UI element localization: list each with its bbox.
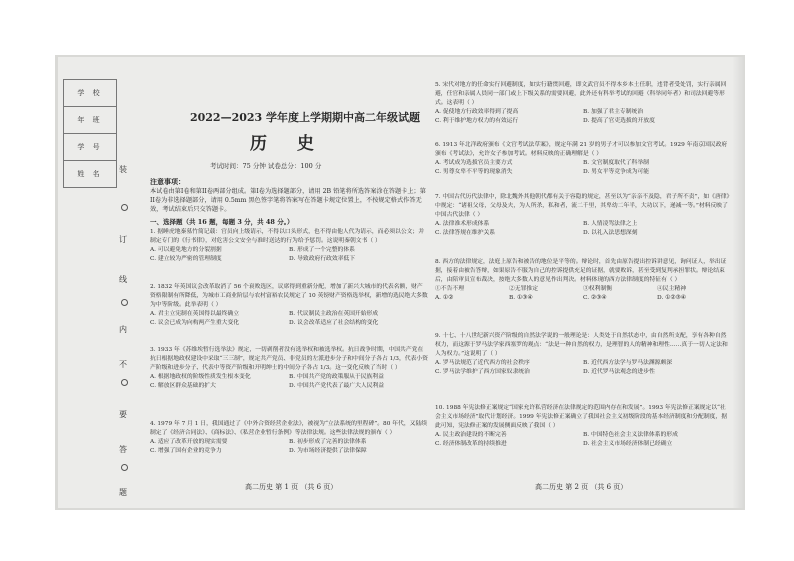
student-info-table: [63, 79, 117, 188]
question-option: C. 男尊女卑不平等的现象消失: [435, 168, 513, 175]
question-option: D. 社会主义市场经济体制已经确立: [583, 440, 673, 447]
binding-char: 不: [119, 360, 127, 369]
page-2-column: [435, 57, 735, 508]
question-option: A. 民主政治建设的不断完善: [435, 431, 507, 438]
question-option: C. 解放区群众基础的扩大: [150, 382, 216, 389]
page-footer-left: 高二历史 第 1 页 （共 6 页）: [245, 483, 338, 491]
question-option: B. 人情凌驾法律之上: [583, 220, 638, 227]
question-option: B. ①③④: [509, 294, 533, 301]
question-5: [435, 81, 731, 126]
question-6: [435, 141, 731, 177]
question-option: D. 议会改革适应了社会结构的变化: [289, 319, 379, 326]
question-option: D. 男女平等竞争成为可能: [583, 168, 650, 175]
info-label-school: 学 校: [64, 80, 116, 107]
question-option: A. ①②: [435, 294, 454, 301]
question-option: D. 为市场经济提供了法律保障: [289, 447, 367, 454]
binding-char: 装: [119, 165, 127, 174]
question-option: ④民主精神: [657, 285, 686, 292]
question-option: A. 促使地方行政效率得到了提高: [435, 108, 519, 115]
question-option: D. 中国共产党代表了最广大人民利益: [289, 382, 385, 389]
page-1-column: [150, 57, 430, 508]
question-option: D. 以礼入法思想深刻: [583, 229, 638, 236]
question-stem: 5. 宋代对地方的任命实行回避制度，如实行籍贯回避，即文武官员不得本乡本土任职，违背者受处罚，实行亲属回避，任官和亲属人員同一部门或上下级关系的需要回避，此外还有科举考试的回避（科举同年者）和司法回避等形式。这表明（ ）: [435, 82, 727, 106]
question-option: A. 根据地政权的阶级性质发生根本变化: [150, 373, 251, 380]
binding-char: 订: [119, 235, 127, 244]
question-option: B. 中国特色社会主义法律体系的形成: [583, 431, 678, 438]
question-option: B. 加强了君主专制统治: [583, 108, 644, 115]
question-option: D. 提高了官吏选拔的开放度: [583, 117, 655, 124]
question-option: C. 法律答规在维护关系: [435, 229, 496, 236]
question-option: B. 文官制度取代了科举制: [583, 159, 649, 166]
question-stem: 3. 1933 年《苏维埃暂行选举法》规定，一切剥削者没有选举权和被选举权。抗日战争时期，中国共产党在抗日根据地政权建设中采取“三三制”，规定共产党员、非党员的左派进步分子和中间分子各占 1/3，代表小资产阶级和进步分子、代表中等资产阶级和开明绅士的中间分子各占 1/3。这一变化反映了当时（ ）: [150, 347, 428, 371]
question-option: B. 形成了一个完整的体系: [289, 246, 355, 253]
question-option: B. 近代西方法学与罗马法渊源颇深: [583, 359, 673, 366]
question-stem: 8. 西方的法律规定，法庭上原告和被告的地位是平等的。辩论时，首先由原告提出控诉讲意见，询问证人，举出证据，接着由被告答辩，如果原告不服为自己的控诉提供充足的证据，就要败诉，甚至受到复判承担罪状。辩论结束后，由陪审员宣布裁决，按绝大多数人的意见作出判决。材料体现的西方法律制度的特征有（ ）: [435, 259, 727, 283]
question-stem: 1. 据睡虎地秦墓竹简记载：官员向上级请示，不得以口头形式，也不得由他人代为请示，而必须以公文；并制定专门的《行书律》，对危害公文安全与准时送达的行为给予惩罚。这说明秦朝文书（ ）: [150, 229, 425, 244]
question-option: C. 议会已成为向构两产生重大变化: [150, 319, 240, 326]
binding-hole-icon: [121, 299, 128, 306]
question-option: A. 适应了改革开放的现实需要: [150, 438, 228, 445]
exam-paper: [58, 57, 744, 508]
question-option: C. 利于维护地方权力的有效运行: [435, 117, 519, 124]
question-1: [150, 228, 428, 264]
question-2: [150, 283, 428, 328]
info-label-class: 年 班: [64, 107, 116, 134]
subject-title: 历 史: [250, 134, 326, 154]
info-label-id: 学 号: [64, 134, 116, 161]
binding-char: 内: [119, 325, 127, 334]
question-stem: 10. 1988 年宪法修正案规定“国家允许私营经济在法律规定的范围内存在和发展”。1993 年宪法修正案规定以“社会主义市场经济”取代计划经济。1999 年宪法修正案确立了我国社会主义初级阶段的基本经济制度和分配制度，据此可知，宪法修正案的发展侧面反映了我国（ ）: [435, 405, 728, 429]
question-option: B. 代议制民主政治在英国开始形成: [289, 310, 379, 317]
notes-body: 本试卷由第I卷和第II卷两部分组成。第I卷为选择题部分，请用 2B 铅笔将所选答案涂在答题卡上；第II卷为非选择题部分，请用 0.5mm 黑色签字笔将答案写在答题卡规定位置上，不按规定格式作答无效，考试结束后只交答题卡。: [150, 188, 426, 214]
question-8: [435, 258, 731, 303]
question-option: C. 增强了国有企业的竞争力: [150, 447, 222, 454]
question-option: C. ②③④: [583, 294, 607, 301]
scanned-exam-photo: [55, 55, 745, 510]
question-option: A. 法律准术形成体系: [435, 220, 490, 227]
question-stem: 6. 1913 年北洋政府颁布《文官考试法草案》，规定年满 21 岁的男子才可以参加文官考试。1929 年南京国民政府颁布《考试法》，允许女子参加考试。材料反映的正确理解是（ ）: [435, 142, 728, 157]
question-option: A. 罗马法规范了近代西方的社会秩序: [435, 359, 530, 366]
binding-char: 线: [119, 275, 127, 284]
question-stem: 7. 中国古代历代法律中，除北魏外其他朝代都有关于容隐的规定，甚至以为“亲亲不及隐，君子所不责”，如《唐律》中规定：“诸祖父母，父母及夫，为人所杀，私和者，流二千里，其卑幼二年半，大功以下，递减一等。”材料反映了中国古代法律（ ）: [435, 194, 730, 218]
question-stem: 4. 1979 年 7 月 1 日，我国通过了《中外合资经营企业法》，被视为“立法系统的里程碑”。80 年代，又陆续制定了《经济合同法》、《商标法》、《私营企业暂行条例》等法律法规。这些法律法规的颁布（ ）: [150, 421, 428, 436]
binding-char: 要: [119, 410, 127, 419]
question-option: C. 罗马法学维护了西方国家奴隶统治: [435, 368, 530, 375]
student-info-sidebar: [63, 79, 127, 499]
question-option: ②无罪推定: [509, 285, 538, 292]
binding-hole-icon: [121, 379, 128, 386]
question-stem: 2. 1832 年英国议会改革取消了 56 个衰败选区，议席得到重新分配，增加了新兴大城市的代表名额，财产资格限制有所降低，为城市工商业阶层与农村富裕农民规定了 10 英镑财产资格选举权，新增的选民绝大多数为中等阶级。此举表明（ ）: [150, 284, 428, 308]
question-option: D. 导致政府行政效率低下: [289, 255, 356, 262]
notes-heading: 注意事项：: [150, 177, 185, 186]
page-footer-right: 高二历史 第 2 页 （共 6 页）: [535, 483, 628, 491]
section-heading: 一、选择题（共 16 题，每题 3 分，共 48 分。）: [150, 218, 294, 226]
question-option: A. 可以避免地方的分裂割据: [150, 246, 222, 253]
page-shadow: [732, 57, 744, 508]
question-option: ①不告不理: [435, 285, 464, 292]
question-10: [435, 404, 731, 449]
question-3: [150, 346, 428, 391]
question-option: A. 考试成为选拔官员主要方式: [435, 159, 513, 166]
question-4: [150, 420, 428, 456]
exam-meta: 考试时间：75 分钟 试卷总分：100 分: [210, 162, 322, 170]
binding-char: 答: [119, 445, 127, 454]
question-option: C. 建立较为严密的管理制度: [150, 255, 222, 262]
binding-hole-icon: [121, 204, 128, 211]
question-stem: 9. 十七、十八世纪新兴资产阶级的自然法学说的一般理论是：人类处于自然状态中，由自然所支配，享有各种自然权力，而这源于罗马法学家西塞罗的观点：“法是一种自然的权力，是理智的人的精神和理性……真于一切人定法和人为权力。”这说明了（ ）: [435, 333, 728, 357]
question-option: C. 经济体制改革的持续推进: [435, 440, 507, 447]
question-option: B. 中国共产党的政策服从于民族利益: [289, 373, 384, 380]
exam-title: 2022—2023 学年度上学期期中高二年级试题: [189, 111, 421, 124]
question-9: [435, 332, 731, 377]
question-7: [435, 193, 731, 238]
binding-char: 题: [119, 488, 127, 497]
question-option: A. 君主立宪制在英国得以最终确立: [150, 310, 240, 317]
binding-hole-icon: [121, 464, 128, 471]
info-label-name: 姓 名: [77, 170, 103, 178]
question-option: D. ①②③④: [657, 294, 686, 301]
question-option: ③权利制衡: [583, 285, 612, 292]
question-option: B. 初步形成了完善的法律体系: [289, 438, 367, 445]
question-option: D. 近代罗马法观念的进步性: [583, 368, 655, 375]
